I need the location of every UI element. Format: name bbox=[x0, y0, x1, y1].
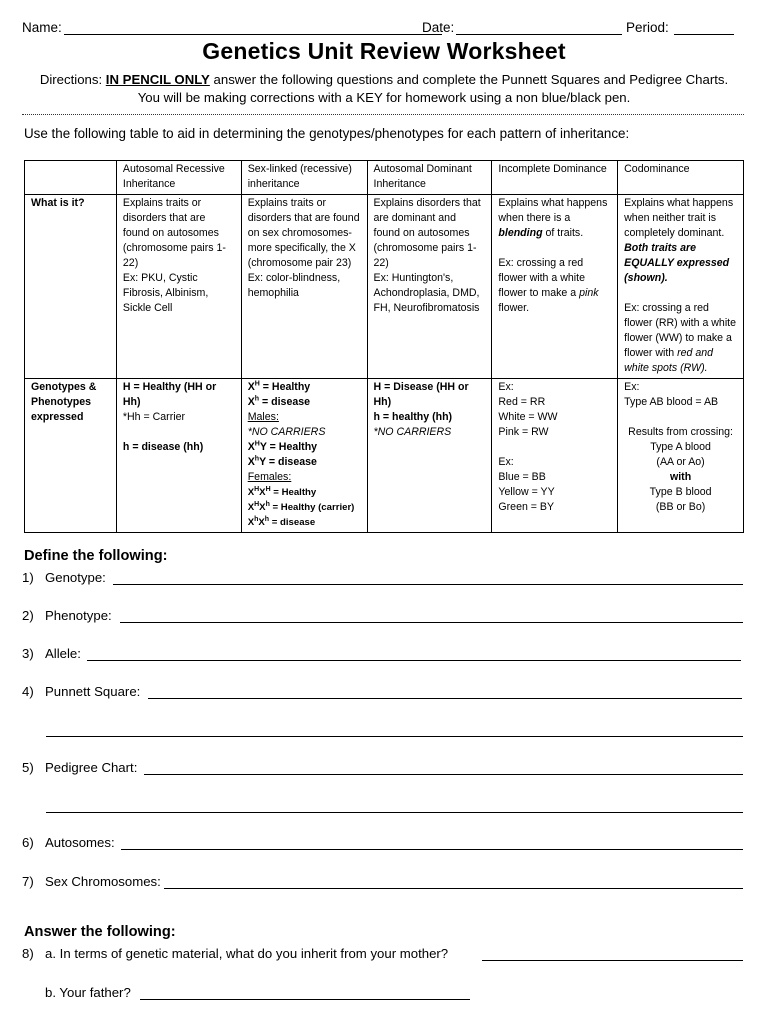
sl-male-healthy: $X^HY$ = Healthy bbox=[247, 440, 318, 453]
sl-xh-healthy: $X^H$ = Healthy bbox=[247, 380, 311, 393]
ad-genotype-1: H = Disease (HH or Hh) bbox=[373, 381, 469, 408]
name-label: Name: bbox=[22, 20, 62, 35]
co-genotype-line: (BB or Bo) bbox=[655, 501, 706, 513]
sl-females-label: Females: bbox=[247, 471, 292, 483]
cell-co-what bbox=[618, 195, 744, 379]
co-genotype-line: Type A blood bbox=[650, 441, 711, 453]
sex-chromosomes-answer-line[interactable] bbox=[164, 888, 743, 889]
ar-what-text: Explains traits or disorders that are found on autosomes (chromosome pairs 1-22) bbox=[122, 197, 226, 269]
period-field[interactable] bbox=[674, 34, 734, 35]
id-genotype-line: Ex: bbox=[498, 381, 514, 393]
inheritance-table bbox=[24, 160, 744, 533]
define-item-sex-chromosomes: 7) Sex Chromosomes: bbox=[22, 874, 161, 889]
ad-what-text: Explains disorders that are dominant and found on autosomes (chromosome pairs 1-22) bbox=[373, 197, 481, 269]
co-example: Ex: crossing a red flower (RR) with a white flower (WW) to make a flower with red and white spots (RW). bbox=[624, 302, 737, 374]
directions-line1: answer the following questions and complete the Punnett Squares and Pedigree Charts. bbox=[209, 72, 729, 87]
col-header-autosomal-dominant: Autosomal Dominant Inheritance bbox=[367, 161, 492, 195]
table-corner-cell bbox=[25, 161, 117, 195]
ar-genotype-2: *Hh = Carrier bbox=[122, 411, 186, 423]
sl-what-text: Explains traits or disorders that are found on sex chromosomes- more specifically, the X (chromosome pair 23) bbox=[247, 197, 360, 269]
id-genotype-line: White = WW bbox=[498, 411, 558, 423]
col-header-codominance: Codominance bbox=[618, 161, 744, 195]
define-heading: Define the following: bbox=[24, 548, 168, 564]
cell-ar-genotypes bbox=[116, 379, 241, 533]
define-item-pedigree: 5) Pedigree Chart: bbox=[22, 760, 138, 775]
col-header-autosomal-recessive: Autosomal Recessive Inheritance bbox=[116, 161, 241, 195]
sl-no-carriers: *NO CARRIERS bbox=[247, 426, 326, 438]
col-header-sex-linked: Sex-linked (recessive) inheritance bbox=[241, 161, 367, 195]
name-field[interactable] bbox=[64, 34, 442, 35]
ar-examples: Ex: PKU, Cystic Fibrosis, Albinism, Sickle Cell bbox=[122, 272, 209, 314]
period-label: Period: bbox=[626, 20, 669, 35]
header-row bbox=[22, 20, 746, 38]
define-item-genotype: 1) Genotype: bbox=[22, 570, 106, 585]
col-header-incomplete-dominance: Incomplete Dominance bbox=[492, 161, 618, 195]
sl-males-label: Males: bbox=[247, 411, 279, 423]
cell-sl-what bbox=[241, 195, 367, 379]
co-genotype-line: Type B blood bbox=[649, 486, 712, 498]
cell-id-genotypes bbox=[492, 379, 618, 533]
sl-female-healthy: $X^HX^H$ = Healthy bbox=[247, 485, 317, 498]
date-label: Date: bbox=[422, 20, 455, 35]
ad-genotype-3: *NO CARRIERS bbox=[373, 426, 452, 438]
cell-ad-genotypes bbox=[367, 379, 492, 533]
sl-male-disease: $X^hY$ = disease bbox=[247, 455, 317, 468]
pedigree-answer-line-2[interactable] bbox=[46, 812, 743, 813]
ad-examples: Ex: Huntington's, Achondroplasia, DMD, FH, Neurofibromatosis bbox=[373, 272, 480, 314]
question-8a: 8) a. In terms of genetic material, what do you inherit from your mother? bbox=[22, 946, 449, 961]
dotted-divider bbox=[22, 114, 744, 115]
q8b-answer-line[interactable] bbox=[140, 999, 470, 1000]
co-genotype-ex: Ex: bbox=[624, 381, 640, 393]
define-item-autosomes: 6) Autosomes: bbox=[22, 835, 115, 850]
cell-sl-genotypes bbox=[241, 379, 367, 533]
id-genotype-line: Yellow = YY bbox=[498, 486, 555, 498]
answer-heading: Answer the following: bbox=[24, 924, 176, 940]
define-item-phenotype: 2) Phenotype: bbox=[22, 608, 112, 623]
date-field[interactable] bbox=[456, 34, 622, 35]
sl-female-disease: $X^hX^h$ = disease bbox=[247, 515, 316, 528]
directions-emphasis: IN PENCIL ONLY bbox=[105, 72, 210, 87]
ar-genotype-1: H = Healthy (HH or Hh) bbox=[122, 381, 217, 408]
co-what-text: Explains what happens when neither trait is completely dominant. bbox=[624, 197, 734, 239]
cell-co-genotypes bbox=[618, 379, 744, 533]
sl-xh-disease: $X^h$ = disease bbox=[247, 395, 311, 408]
genotype-answer-line[interactable] bbox=[113, 584, 743, 585]
directions-line2: You will be making corrections with a KEY for homework using a non blue/black pen. bbox=[137, 90, 631, 105]
question-8b: b. Your father? bbox=[45, 985, 131, 1000]
id-genotype-line: Blue = BB bbox=[498, 471, 546, 483]
co-genotype-line: Results from crossing: bbox=[628, 426, 733, 438]
id-genotype-line: Red = RR bbox=[498, 396, 546, 408]
punnett-answer-line-2[interactable] bbox=[46, 736, 743, 737]
punnett-answer-line[interactable] bbox=[148, 698, 742, 699]
table-row-genotypes bbox=[25, 379, 744, 533]
sl-examples: Ex: color-blindness, hemophilia bbox=[247, 272, 341, 299]
page-title: Genetics Unit Review Worksheet bbox=[202, 38, 566, 64]
table-intro: Use the following table to aid in determining the genotypes/phenotypes for each pattern of inheritance: bbox=[24, 126, 630, 141]
define-item-allele: 3) Allele: bbox=[22, 646, 81, 661]
q8a-answer-line[interactable] bbox=[482, 960, 743, 961]
autosomes-answer-line[interactable] bbox=[121, 849, 743, 850]
id-genotype-line: Pink = RW bbox=[498, 426, 549, 438]
co-genotype-line: with bbox=[669, 471, 692, 483]
id-genotype-line: Ex: bbox=[498, 456, 514, 468]
table-header-row bbox=[25, 161, 744, 195]
co-genotype-ab: Type AB blood = AB bbox=[624, 396, 719, 408]
row-label-what-is-it: What is it? bbox=[25, 195, 117, 379]
id-what-text: Explains what happens when there is a blending of traits. bbox=[498, 197, 608, 239]
directions bbox=[24, 71, 744, 107]
sl-female-carrier: $X^HX^h$ = Healthy (carrier) bbox=[247, 500, 355, 513]
id-example: Ex: crossing a red flower with a white flower to make a pink flower. bbox=[498, 257, 599, 314]
id-genotype-line: Green = BY bbox=[498, 501, 555, 513]
directions-prefix: Directions: bbox=[39, 72, 106, 87]
co-genotype-line: (AA or Ao) bbox=[656, 456, 705, 468]
ad-genotype-2: h = healthy (hh) bbox=[373, 411, 453, 423]
allele-answer-line[interactable] bbox=[87, 660, 741, 661]
phenotype-answer-line[interactable] bbox=[120, 622, 743, 623]
row-label-genotypes: Genotypes & Phenotypes expressed bbox=[25, 379, 117, 533]
pedigree-answer-line[interactable] bbox=[144, 774, 743, 775]
cell-ad-what bbox=[367, 195, 492, 379]
cell-ar-what bbox=[116, 195, 241, 379]
cell-id-what bbox=[492, 195, 618, 379]
table-row-what-is-it bbox=[25, 195, 744, 379]
define-item-punnett: 4) Punnett Square: bbox=[22, 684, 141, 699]
ar-genotype-3: h = disease (hh) bbox=[122, 441, 204, 453]
co-bold-text: Both traits are EQUALLY expressed (shown). bbox=[624, 242, 730, 284]
